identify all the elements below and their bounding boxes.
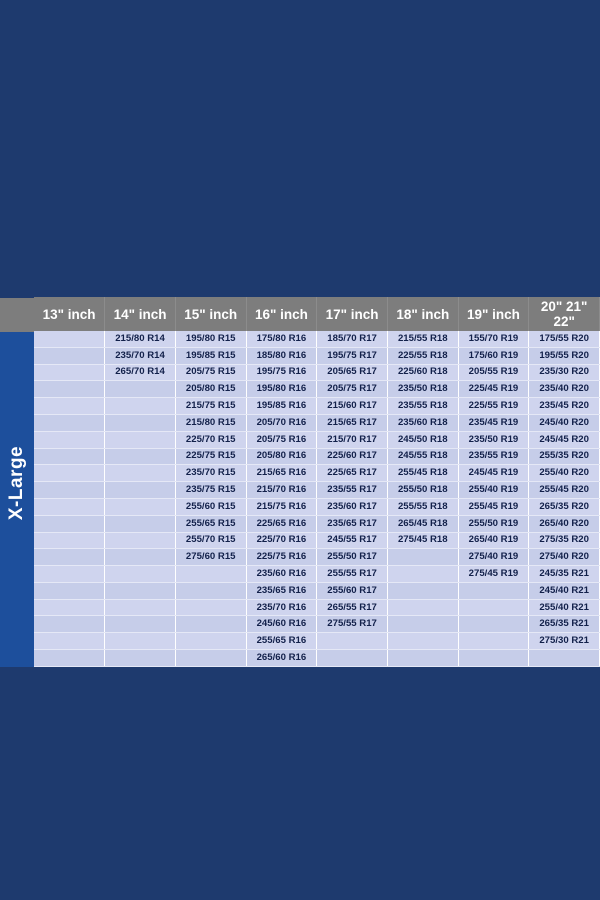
- table-cell: [105, 381, 176, 398]
- table-cell: 245/35 R21: [529, 566, 600, 583]
- table-cell: [458, 599, 529, 616]
- table-cell: [458, 582, 529, 599]
- table-cell: 205/70 R16: [246, 414, 317, 431]
- table-cell: [458, 616, 529, 633]
- table-cell: 245/40 R21: [529, 582, 600, 599]
- table-cell: [34, 364, 105, 381]
- table-cell: [387, 616, 458, 633]
- table-cell: [105, 448, 176, 465]
- table-cell: [175, 582, 246, 599]
- table-cell: [34, 532, 105, 549]
- table-cell: 225/65 R16: [246, 515, 317, 532]
- table-cell: 215/75 R16: [246, 498, 317, 515]
- table-cell: [34, 347, 105, 364]
- table-cell: [387, 650, 458, 667]
- table-cell: 205/80 R15: [175, 381, 246, 398]
- table-cell: 255/40 R19: [458, 482, 529, 499]
- table-cell: [34, 331, 105, 347]
- table-cell: 235/65 R17: [317, 515, 388, 532]
- table-row: [34, 331, 600, 347]
- table-cell: 265/60 R16: [246, 650, 317, 667]
- table-cell: [34, 482, 105, 499]
- table-row: [34, 616, 600, 633]
- table-cell: 225/65 R17: [317, 465, 388, 482]
- tire-size-chart: [0, 297, 600, 667]
- table-cell: [458, 650, 529, 667]
- table-cell: 255/65 R15: [175, 515, 246, 532]
- table-cell: 235/45 R19: [458, 414, 529, 431]
- table-cell: 235/45 R20: [529, 398, 600, 415]
- table-cell: 185/70 R17: [317, 331, 388, 347]
- table-row: [34, 549, 600, 566]
- table-cell: [105, 398, 176, 415]
- table-cell: 265/70 R14: [105, 364, 176, 381]
- table-cell: [34, 633, 105, 650]
- table-cell: 255/45 R18: [387, 465, 458, 482]
- table-cell: 255/35 R20: [529, 448, 600, 465]
- table-cell: 245/45 R19: [458, 465, 529, 482]
- table-cell: 215/80 R14: [105, 331, 176, 347]
- table-row: [34, 465, 600, 482]
- table-cell: [105, 498, 176, 515]
- table-cell: 235/30 R20: [529, 364, 600, 381]
- table-cell: [34, 566, 105, 583]
- table-cell: 275/40 R20: [529, 549, 600, 566]
- table-cell: 245/55 R17: [317, 532, 388, 549]
- table-cell: 245/45 R20: [529, 431, 600, 448]
- table-cell: [105, 582, 176, 599]
- table-cell: [175, 650, 246, 667]
- table-cell: [105, 532, 176, 549]
- table-cell: 195/85 R15: [175, 347, 246, 364]
- table-cell: [34, 650, 105, 667]
- table-row: [34, 650, 600, 667]
- table-cell: 255/65 R16: [246, 633, 317, 650]
- table-cell: 225/60 R18: [387, 364, 458, 381]
- table-cell: 265/35 R20: [529, 498, 600, 515]
- column-header-15: 15" inch: [175, 297, 246, 331]
- table-cell: [105, 566, 176, 583]
- table-cell: 255/60 R17: [317, 582, 388, 599]
- table-cell: 205/65 R17: [317, 364, 388, 381]
- column-header-20-21-22: 20" 21" 22": [529, 297, 600, 331]
- table-cell: 275/35 R20: [529, 532, 600, 549]
- table-cell: [175, 616, 246, 633]
- table-cell: 255/50 R18: [387, 482, 458, 499]
- table-cell: 255/55 R18: [387, 498, 458, 515]
- table-cell: [105, 515, 176, 532]
- table-cell: 275/60 R15: [175, 549, 246, 566]
- table-cell: 235/40 R20: [529, 381, 600, 398]
- table-cell: [458, 633, 529, 650]
- table-cell: [105, 616, 176, 633]
- table-cell: 265/35 R21: [529, 616, 600, 633]
- table-cell: 205/75 R16: [246, 431, 317, 448]
- table-cell: 225/75 R16: [246, 549, 317, 566]
- table-cell: 235/55 R17: [317, 482, 388, 499]
- table-cell: 255/45 R20: [529, 482, 600, 499]
- table-cell: 225/55 R19: [458, 398, 529, 415]
- table-cell: 245/60 R16: [246, 616, 317, 633]
- table-cell: 255/60 R15: [175, 498, 246, 515]
- table-cell: 215/80 R15: [175, 414, 246, 431]
- table-cell: [34, 515, 105, 532]
- table-cell: 175/60 R19: [458, 347, 529, 364]
- size-category-label: [0, 297, 34, 667]
- table-cell: [529, 650, 600, 667]
- table-row: [34, 566, 600, 583]
- table-cell: 245/40 R20: [529, 414, 600, 431]
- table-cell: 235/55 R18: [387, 398, 458, 415]
- table-cell: [387, 549, 458, 566]
- table-cell: 215/75 R15: [175, 398, 246, 415]
- table-cell: [105, 482, 176, 499]
- table-cell: [34, 465, 105, 482]
- table-row: [34, 482, 600, 499]
- table-cell: 215/65 R16: [246, 465, 317, 482]
- table-cell: 195/85 R16: [246, 398, 317, 415]
- table-cell: 225/70 R16: [246, 532, 317, 549]
- table-cell: 215/70 R16: [246, 482, 317, 499]
- table-cell: 225/75 R15: [175, 448, 246, 465]
- table-cell: 195/55 R20: [529, 347, 600, 364]
- table-cell: 255/55 R17: [317, 566, 388, 583]
- table-cell: [387, 582, 458, 599]
- table-cell: [34, 616, 105, 633]
- table-cell: 235/60 R18: [387, 414, 458, 431]
- table-cell: 255/45 R19: [458, 498, 529, 515]
- table-cell: 235/75 R15: [175, 482, 246, 499]
- table-cell: [34, 398, 105, 415]
- table-cell: 275/45 R18: [387, 532, 458, 549]
- table-cell: [105, 414, 176, 431]
- size-category-text: X-Large: [6, 445, 27, 520]
- table-cell: 185/80 R16: [246, 347, 317, 364]
- table-cell: 265/40 R20: [529, 515, 600, 532]
- table-cell: [387, 633, 458, 650]
- column-header-18: 18" inch: [387, 297, 458, 331]
- table-cell: [34, 582, 105, 599]
- table-cell: 225/55 R18: [387, 347, 458, 364]
- table-cell: 215/70 R17: [317, 431, 388, 448]
- table-row: [34, 414, 600, 431]
- table-cell: 175/80 R16: [246, 331, 317, 347]
- table-cell: 205/55 R19: [458, 364, 529, 381]
- table-cell: 225/60 R17: [317, 448, 388, 465]
- table-cell: 265/45 R18: [387, 515, 458, 532]
- table-cell: [175, 566, 246, 583]
- size-label-header-block: [0, 298, 34, 332]
- column-header-14: 14" inch: [105, 297, 176, 331]
- table-cell: 255/50 R17: [317, 549, 388, 566]
- table-cell: 275/55 R17: [317, 616, 388, 633]
- table-cell: 245/55 R18: [387, 448, 458, 465]
- table-cell: [105, 633, 176, 650]
- table-cell: 265/40 R19: [458, 532, 529, 549]
- table-cell: 235/50 R19: [458, 431, 529, 448]
- table-cell: 175/55 R20: [529, 331, 600, 347]
- table-cell: [34, 381, 105, 398]
- table-row: [34, 599, 600, 616]
- table-cell: 235/70 R14: [105, 347, 176, 364]
- table-cell: [387, 566, 458, 583]
- column-header-16: 16" inch: [246, 297, 317, 331]
- table-cell: 235/70 R15: [175, 465, 246, 482]
- table-cell: [105, 431, 176, 448]
- column-header-19: 19" inch: [458, 297, 529, 331]
- table-cell: [34, 448, 105, 465]
- table-cell: 245/50 R18: [387, 431, 458, 448]
- table-cell: [105, 599, 176, 616]
- table-row: [34, 448, 600, 465]
- table-cell: [34, 599, 105, 616]
- table-cell: [175, 599, 246, 616]
- table-cell: 255/50 R19: [458, 515, 529, 532]
- table-cell: [105, 650, 176, 667]
- table-row: [34, 398, 600, 415]
- table-cell: [317, 650, 388, 667]
- table-cell: 205/75 R17: [317, 381, 388, 398]
- table-row: [34, 582, 600, 599]
- table-row: [34, 633, 600, 650]
- table-cell: 215/65 R17: [317, 414, 388, 431]
- column-header-13: 13" inch: [34, 297, 105, 331]
- table-cell: [387, 599, 458, 616]
- table-cell: 275/45 R19: [458, 566, 529, 583]
- table-cell: [105, 465, 176, 482]
- table-cell: 235/50 R18: [387, 381, 458, 398]
- table-cell: 225/45 R19: [458, 381, 529, 398]
- table-row: [34, 364, 600, 381]
- table-cell: 275/40 R19: [458, 549, 529, 566]
- table-cell: 225/70 R15: [175, 431, 246, 448]
- table-cell: 265/55 R17: [317, 599, 388, 616]
- table-cell: 155/70 R19: [458, 331, 529, 347]
- table-header-row: [34, 297, 600, 331]
- table-cell: 195/80 R16: [246, 381, 317, 398]
- table-cell: 205/80 R16: [246, 448, 317, 465]
- table-cell: [317, 633, 388, 650]
- table-cell: 235/70 R16: [246, 599, 317, 616]
- tire-size-table: [34, 297, 600, 667]
- table-cell: 255/40 R21: [529, 599, 600, 616]
- table-cell: 195/75 R17: [317, 347, 388, 364]
- column-header-17: 17" inch: [317, 297, 388, 331]
- table-body: [34, 331, 600, 667]
- table-row: [34, 381, 600, 398]
- table-cell: 195/80 R15: [175, 331, 246, 347]
- table-cell: [105, 549, 176, 566]
- table-row: [34, 498, 600, 515]
- table-cell: 275/30 R21: [529, 633, 600, 650]
- table-cell: 195/75 R16: [246, 364, 317, 381]
- table-cell: [34, 414, 105, 431]
- table-cell: 235/65 R16: [246, 582, 317, 599]
- table-cell: [34, 431, 105, 448]
- table-row: [34, 532, 600, 549]
- table-cell: [175, 633, 246, 650]
- table-row: [34, 431, 600, 448]
- table-cell: [34, 549, 105, 566]
- table-cell: 235/60 R16: [246, 566, 317, 583]
- table-cell: 235/55 R19: [458, 448, 529, 465]
- table-row: [34, 515, 600, 532]
- table-cell: 205/75 R15: [175, 364, 246, 381]
- table-cell: [34, 498, 105, 515]
- table-cell: 215/55 R18: [387, 331, 458, 347]
- table-cell: 255/70 R15: [175, 532, 246, 549]
- table-cell: 235/60 R17: [317, 498, 388, 515]
- table-cell: 255/40 R20: [529, 465, 600, 482]
- table-cell: 215/60 R17: [317, 398, 388, 415]
- table-row: [34, 347, 600, 364]
